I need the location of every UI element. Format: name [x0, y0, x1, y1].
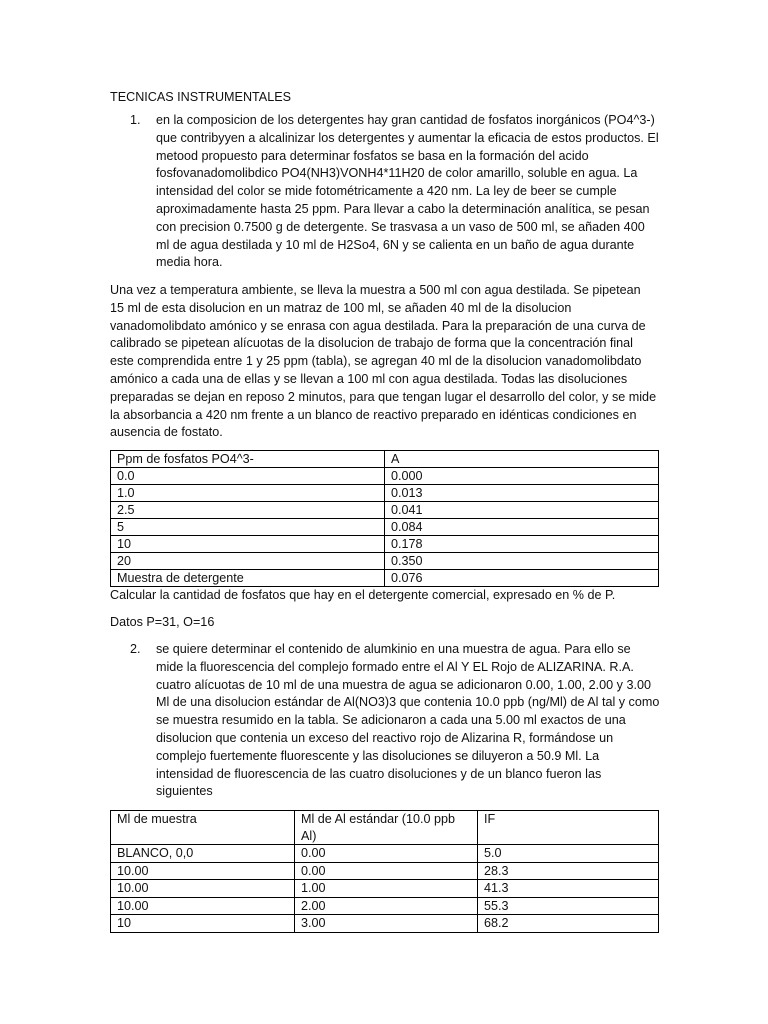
table-row: [111, 519, 659, 536]
table-header-cell: Ml de Al estándar (10.0 ppb Al): [295, 811, 478, 845]
table-cell: 0.00: [295, 862, 478, 880]
table-cell: 68.2: [478, 915, 659, 933]
table-cell: 1.00: [295, 880, 478, 898]
table-row: [111, 468, 659, 485]
table-cell: 2.5: [111, 502, 385, 519]
aluminum-fluorescence-table: [110, 810, 659, 933]
table-row: [111, 897, 659, 915]
table-cell: 10: [111, 536, 385, 553]
table-cell: 3.00: [295, 915, 478, 933]
table-cell: 0.0: [111, 468, 385, 485]
table-row: [111, 845, 659, 863]
table-row: [111, 570, 659, 587]
table-cell: 0.084: [385, 519, 659, 536]
table-cell: 2.00: [295, 897, 478, 915]
table-cell: 5.0: [478, 845, 659, 863]
table-header-row: [111, 451, 659, 468]
phosphate-calibration-table: [110, 450, 659, 587]
table-cell: Muestra de detergente: [111, 570, 385, 587]
table-cell: BLANCO, 0,0: [111, 845, 295, 863]
table-cell: 28.3: [478, 862, 659, 880]
table-cell: 0.000: [385, 468, 659, 485]
table-row: [111, 915, 659, 933]
table-cell: 41.3: [478, 880, 659, 898]
table-cell: 10.00: [111, 862, 295, 880]
table-header-cell: IF: [478, 811, 659, 845]
table-cell: 1.0: [111, 485, 385, 502]
table-cell: 10.00: [111, 897, 295, 915]
problem-2-number: 2.: [130, 642, 141, 656]
table-row: [111, 536, 659, 553]
problem-1: [130, 112, 660, 272]
table-cell: 0.013: [385, 485, 659, 502]
table-row: [111, 553, 659, 570]
problem-1-question: Calcular la cantidad de fosfatos que hay en el detergente comercial, expresado en % de P.: [110, 588, 616, 602]
table-row: [111, 485, 659, 502]
table-row: [111, 880, 659, 898]
problem-1-continuation: Una vez a temperatura ambiente, se lleva la muestra a 500 ml con agua destilada. Se pipetean 15 ml de esta disolucion en un matraz de 100 ml, se añaden 40 ml de la disolucion vanadomolibdato amónico y se enrasa con agua destilada. Para la preparación de una curva de calibrado se pipetean alícuotas de la disolucion de trabajo de forma que la concentración final este comprendida entre 1 y 25 ppm (tabla), se agregan 40 ml de la disolucion vanadomolibdato amónico a cada una de ellas y se llevan a 100 ml con agua destilada. Todas las disoluciones preparadas se dejan en reposo 2 minutos, para que tengan lugar el desarrollo del color, y se mide la absorbancia a 420 nm frente a un blanco de reactivo preparado en idénticas condiciones en ausencia de fostato.: [110, 283, 657, 440]
problem-2: [130, 641, 660, 801]
problem-1-statement: en la composicion de los detergentes hay gran cantidad de fosfatos inorgánicos (PO4^3-) que contribyyen a alcalinizar los detergentes y aumentar la eficacia de estos productos. El metood propuesto para determinar fosfatos se basa en la formación del acido fosfovanadomolibdico PO4(NH3)VONH4*11H20 de color amarillo, soluble en agua. La intensidad del color se mide fotométricamente a 420 nm. La ley de beer se cumple aproximadamente hasta 25 ppm. Para llevar a cabo la determinación analítica, se pesan con precision 0.7500 g de detergente. Se trasvasa a un vaso de 500 ml, se añaden 400 ml de agua destilada y 10 ml de H2So4, 6N y se calienta en un baño de agua durante media hora.: [156, 113, 659, 270]
table-cell: 0.041: [385, 502, 659, 519]
document-title: TECNICAS INSTRUMENTALES: [110, 90, 291, 104]
table-cell: 0.178: [385, 536, 659, 553]
table-header-cell: A: [385, 451, 659, 468]
table-cell: 0.076: [385, 570, 659, 587]
table-cell: 0.00: [295, 845, 478, 863]
table-cell: 5: [111, 519, 385, 536]
table-cell: 20: [111, 553, 385, 570]
problem-1-number: 1.: [130, 113, 141, 127]
table-header-cell: Ml de muestra: [111, 811, 295, 845]
table-header-cell: Ppm de fosfatos PO4^3-: [111, 451, 385, 468]
table-row: [111, 862, 659, 880]
table-cell: 0.350: [385, 553, 659, 570]
table-cell: 55.3: [478, 897, 659, 915]
table-header-row: [111, 811, 659, 845]
table-row: [111, 502, 659, 519]
problem-1-data: Datos P=31, O=16: [110, 615, 215, 629]
problem-2-statement: se quiere determinar el contenido de alumkinio en una muestra de agua. Para ello se mide la fluorescencia del complejo formado entre el Al Y EL Rojo de ALIZARINA. R.A. cuatro alícuotas de 10 ml de una muestra de agua se adicionaron 0.00, 1.00, 2.00 y 3.00 Ml de una disolucion estándar de Al(NO3)3 que contenia 10.0 ppb (ng/Ml) de Al tal y como se muestra resumido en la tabla. Se adicionaron a cada una 5.00 ml exactos de una disolucion que contenia un exceso del reactivo rojo de Alizarina R, formándose un complejo fuertemente fluorescente y las disoluciones se diluyeron a 50.9 Ml. La intensidad de fluorescencia de las cuatro disoluciones y de un blanco fueron las siguientes: [156, 642, 660, 799]
table-cell: 10.00: [111, 880, 295, 898]
table-cell: 10: [111, 915, 295, 933]
